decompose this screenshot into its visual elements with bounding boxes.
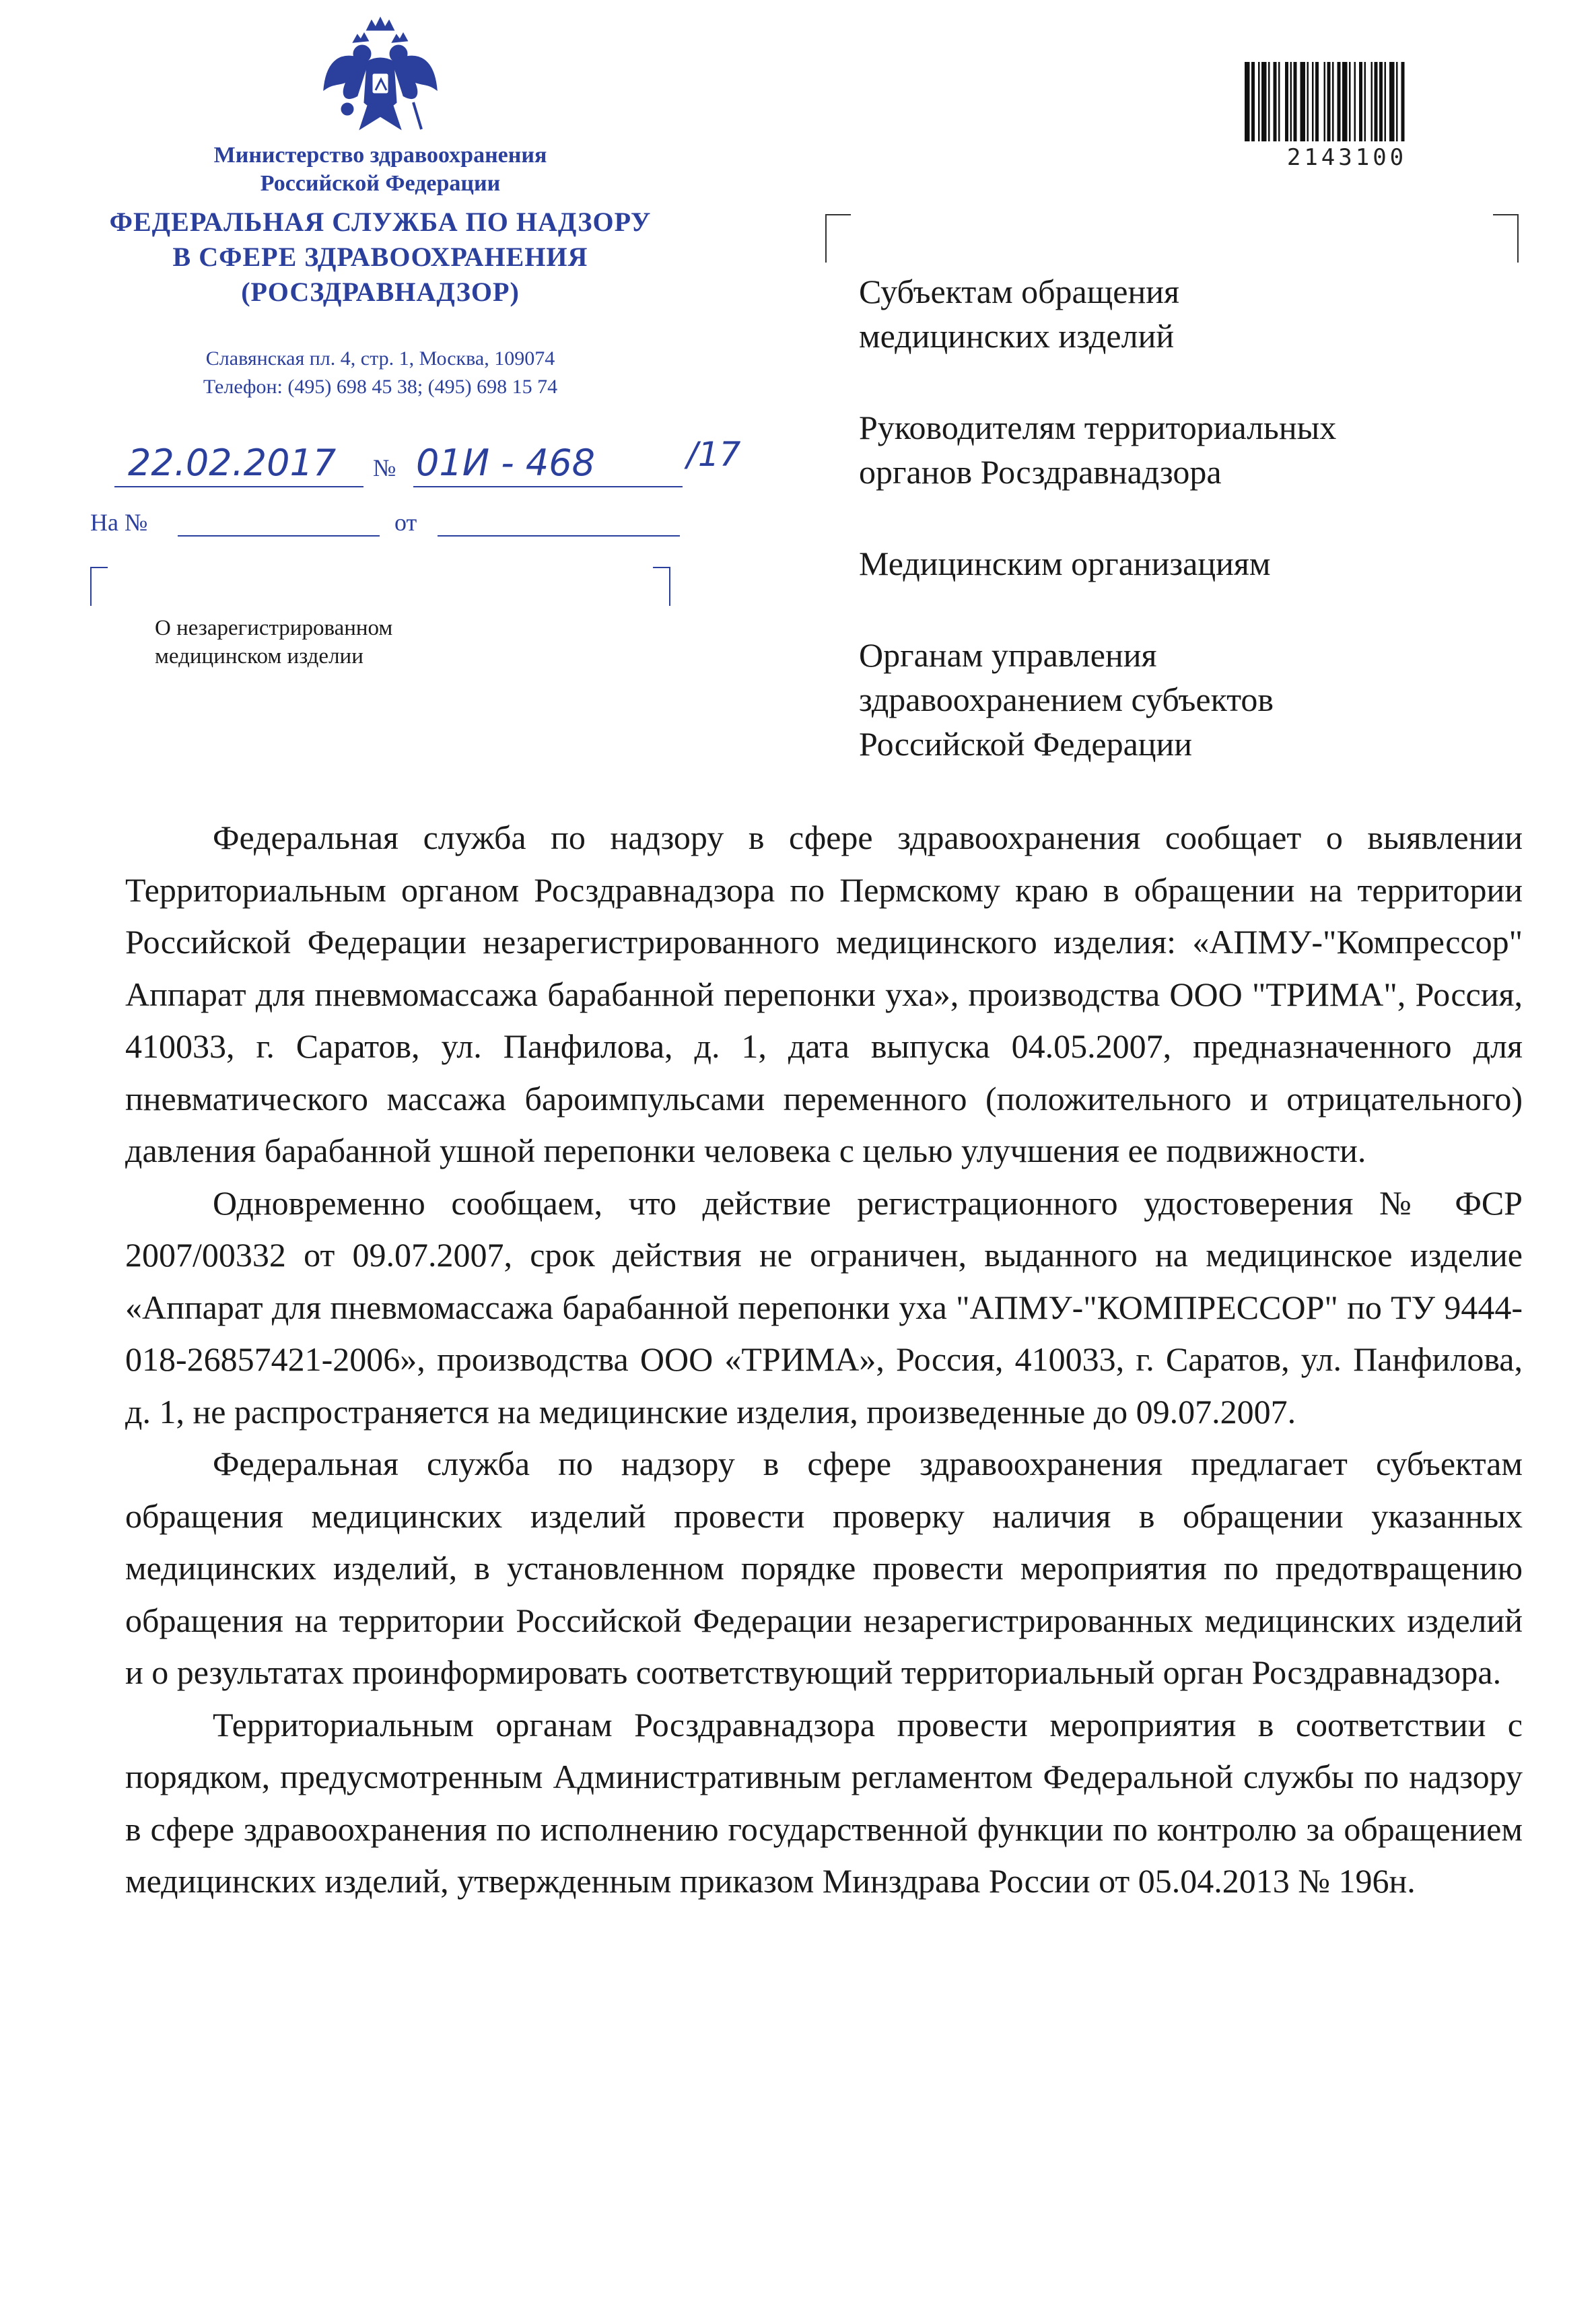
barcode-bar <box>1245 62 1250 141</box>
ministry-name <box>121 141 639 198</box>
registration-number-label: № <box>373 454 396 481</box>
recipient-4 <box>859 633 1492 766</box>
letter-subject <box>155 614 491 671</box>
address-line-1: Славянская пл. 4, стр. 1, Москва, 109074 <box>205 347 555 370</box>
barcode-bar <box>1389 62 1395 141</box>
barcode-bar <box>1396 62 1398 141</box>
barcode-number: 2143100 <box>1286 144 1408 171</box>
barcode-bar <box>1379 62 1383 141</box>
coat-of-arms-emblem <box>320 15 440 141</box>
body-paragraph-2: Одновременно сообщаем, что действие регистрационного удостоверения № ФСР 2007/00332 от 09.07.2007, срок действия не ограничен, выданного на медицинское изделие «Аппарат для пневмомассажа барабанной перепонки уха "АПМУ-"КОМПРЕССОР" по ТУ 9444-018-26857421-2006», производства ООО «ТРИМА», Россия, 410033, г. Саратов, ул. Панфилова, д. 1, не распространяется на медицинские изделия, произведенные до 09.07.2007. <box>125 1183 1523 1431</box>
recipient-1 <box>859 269 1492 358</box>
registration-row <box>88 436 747 497</box>
recipient-3 <box>859 541 1492 586</box>
barcode-bar <box>1290 62 1292 141</box>
barcode-bar <box>1354 62 1356 141</box>
barcode-bar <box>1342 62 1348 141</box>
barcode-bar <box>1274 62 1277 141</box>
body-paragraph-1: Федеральная служба по надзору в сфере здравоохранения сообщает о выявлении Территориальным органом Росздравнадзора по Пермскому краю в обращении на территории Российской Федерации незарегистрированного медицинского изделия: «АПМУ-"Компрессор" Аппарат для пневмомассажа барабанной перепонки уха», производства ООО "ТРИМА", Россия, 410033, г. Саратов, ул. Панфилова, д. 1, дата выпуска 04.05.2007, предназначенного для пневматического массажа бароимпульсами переменного (положительного и отрицательного) давления барабанной ушной перепонки человека с целью улучшения ее подвижности. <box>125 819 1523 1169</box>
barcode-bar <box>1371 62 1373 141</box>
recipient-1-text: Субъектам обращения медицинских изделий <box>859 273 1179 355</box>
service-line-2: В СФЕРЕ ЗДРАВООХРАНЕНИЯ <box>172 242 588 272</box>
recipient-2 <box>859 405 1492 494</box>
barcode <box>1242 62 1452 143</box>
recipient-3-text: Медицинским организациям <box>859 545 1271 582</box>
address-line-2: Телефон: (495) 698 45 38; (495) 698 15 74 <box>203 376 558 398</box>
barcode-bar <box>1375 62 1378 141</box>
barcode-bar <box>1285 62 1288 141</box>
barcode-bar <box>1312 62 1314 141</box>
barcode-bar <box>1324 62 1326 141</box>
body-paragraph-4: Территориальным органам Росздравнадзора провести мероприятия в соответствии с порядком, предусмотренным Административным регламентом Федеральной службы по надзору в сфере здравоохранения по исполнению государственной функции по контролю за обращением медицинских изделий, утвержденным приказом Минздрава России от 05.04.2013 № 196н. <box>125 1705 1523 1900</box>
registration-date: 22.02.2017 <box>128 442 337 484</box>
barcode-bar <box>1294 62 1297 141</box>
barcode-bar <box>1332 62 1334 141</box>
ministry-line-1: Министерство здравоохранения <box>213 143 547 168</box>
service-line-1: ФЕДЕРАЛЬНАЯ СЛУЖБА ПО НАДЗОРУ <box>109 207 652 237</box>
service-line-3: (РОСЗДРАВНАДЗОР) <box>241 277 520 307</box>
barcode-bar <box>1251 62 1255 141</box>
barcode-bar <box>1268 62 1270 141</box>
reply-number-label: На № <box>90 509 148 536</box>
reply-from-label: от <box>394 509 417 536</box>
barcode-bar <box>1300 62 1306 141</box>
barcode-bar <box>1349 62 1351 141</box>
barcode-bar <box>1258 62 1260 141</box>
barcode-bar <box>1327 62 1331 141</box>
subject-line-1: О незарегистрированном <box>155 616 393 640</box>
barcode-bar <box>1364 62 1366 141</box>
subject-bracket-left <box>90 567 108 606</box>
recipient-4-text: Органам управления здравоохранением субъектов Российской Федерации <box>859 636 1274 763</box>
address-bracket-right <box>1493 214 1519 263</box>
body-paragraph-3: Федеральная служба по надзору в сфере здравоохранения предлагает субъектам обращения медицинских изделий провести проверку наличия в обращении указанных медицинских изделий, в установленном порядке провести мероприятия по предотвращению обращения на территории Российской Федерации незарегистрированных медицинских изделий и о результатах проинформировать соответствующий территориальный орган Росздравнадзора. <box>125 1445 1523 1691</box>
recipients-block <box>859 269 1492 813</box>
subject-bracket-right <box>653 567 670 606</box>
barcode-bar <box>1278 62 1280 141</box>
barcode-bar <box>1261 62 1267 141</box>
barcode-bar <box>1307 62 1309 141</box>
barcode-bar <box>1401 62 1405 141</box>
subject-line-2: медицинском изделии <box>155 644 363 668</box>
barcode-bar <box>1315 62 1319 141</box>
registration-number: 01И - 468 <box>416 442 595 484</box>
letter-body <box>125 812 1523 1908</box>
ministry-line-2: Российской Федерации <box>260 171 501 196</box>
recipient-2-text: Руководителям территориальных органов Росздравнадзора <box>859 409 1337 491</box>
service-name <box>74 205 687 310</box>
barcode-bar <box>1359 62 1362 141</box>
registration-year-suffix: /17 <box>687 435 741 474</box>
barcode-bar <box>1338 62 1341 141</box>
reply-reference-row <box>90 508 683 542</box>
service-address <box>108 345 653 401</box>
address-bracket-left <box>825 214 851 263</box>
barcode-bar <box>1385 62 1387 141</box>
